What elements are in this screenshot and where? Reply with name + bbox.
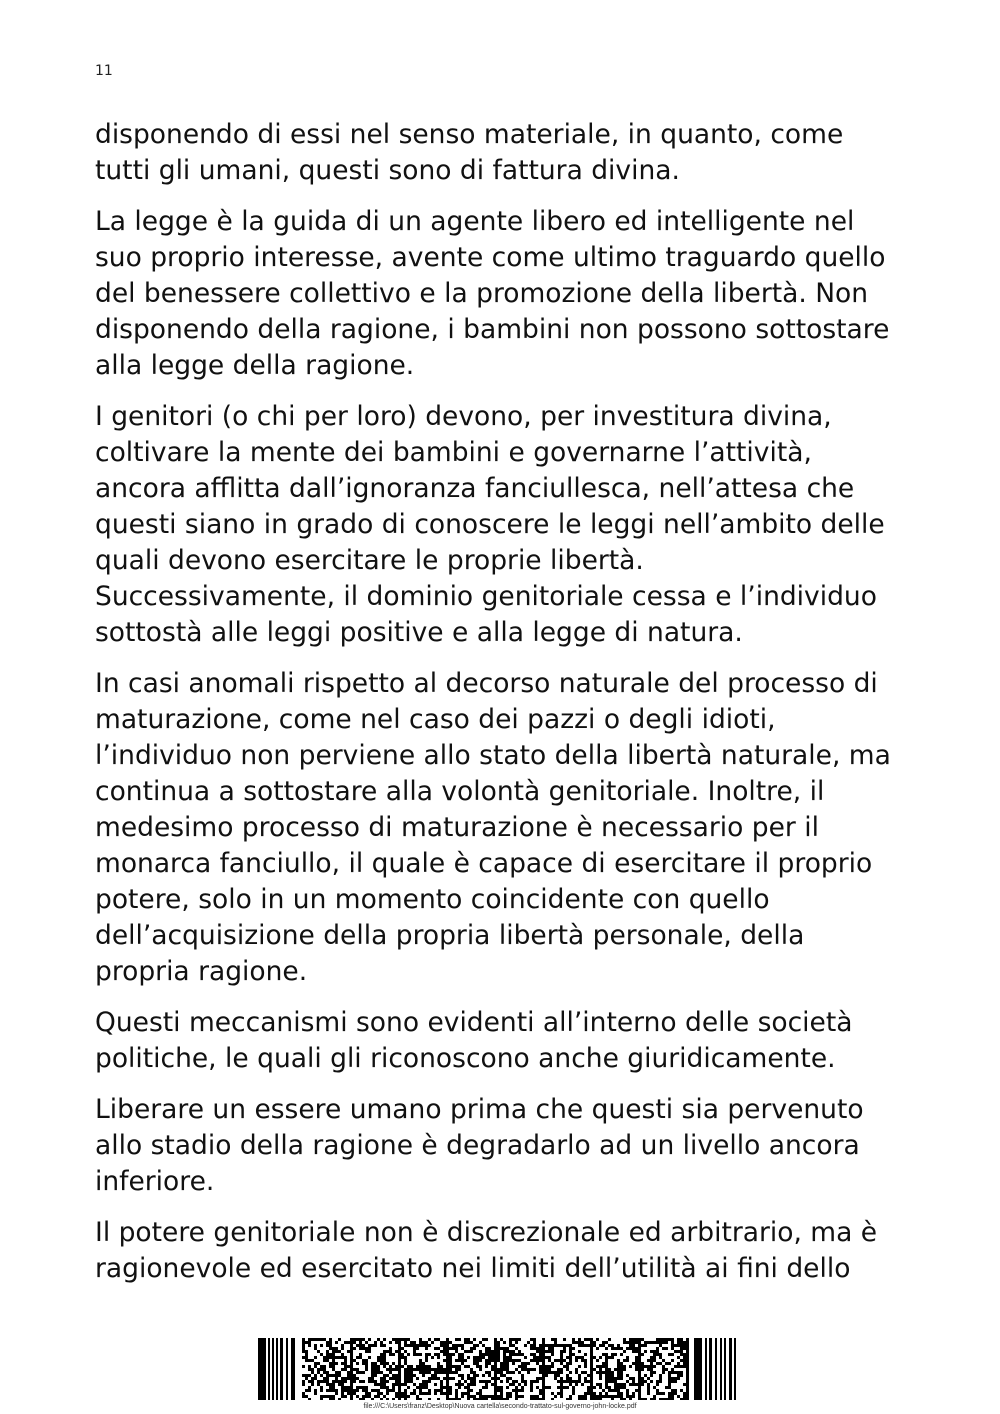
text-line: maturazione, come nel caso dei pazzi o degli idioti, [95,704,776,735]
paragraph-6 [95,1092,925,1200]
text-line: tutti gli umani, questi sono di fattura divina. [95,155,680,186]
text-line: dell’acquisizione della propria libertà personale, della [95,920,805,951]
text-line: suo proprio interesse, avente come ultimo traguardo quello [95,242,886,273]
text-line: La legge è la guida di un agente libero ed intelligente nel [95,206,855,237]
text-line: alla legge della ragione. [95,350,415,381]
paragraph-3 [95,399,925,651]
text-line: del benessere collettivo e la promozione della libertà. Non [95,278,869,309]
text-line: Liberare un essere umano prima che questi sia pervenuto [95,1094,864,1125]
paragraph-1 [95,117,925,189]
text-line: inferiore. [95,1166,215,1197]
text-line: allo stadio della ragione è degradarlo ad un livello ancora [95,1130,860,1161]
paragraph-4 [95,666,925,990]
text-line: ragionevole ed esercitato nei limiti dell’utilità ai fini dello [95,1253,851,1284]
paragraph-2 [95,204,925,384]
text-line: politiche, le quali gli riconoscono anche giuridicamente. [95,1043,836,1074]
page-number: 11 [95,63,113,79]
text-line: coltivare la mente dei bambini e governarne l’attività, [95,437,812,468]
text-line: I genitori (o chi per loro) devono, per investitura divina, [95,401,832,432]
text-line: continua a sottostare alla volontà genitoriale. Inoltre, il [95,776,825,807]
text-line: l’individuo non perviene allo stato della libertà naturale, ma [95,740,891,771]
text-line: propria ragione. [95,956,308,987]
text-line: sottostà alle leggi positive e alla legge di natura. [95,617,743,648]
paragraph-7 [95,1215,925,1287]
barcode-graphic [258,1338,736,1400]
file-path-footer: file:///C:\Users\franz\Desktop\Nuova cartella\secondo-trattato-sul-governo-john-locke.pdf [363,1403,637,1410]
text-line: Questi meccanismi sono evidenti all’interno delle società [95,1007,853,1038]
text-line: In casi anomali rispetto al decorso naturale del processo di [95,668,878,699]
text-line: disponendo di essi nel senso materiale, in quanto, come [95,119,844,150]
text-line: potere, solo in un momento coincidente con quello [95,884,770,915]
text-line: monarca fanciullo, il quale è capace di esercitare il proprio [95,848,873,879]
text-line: Il potere genitoriale non è discrezionale ed arbitrario, ma è [95,1217,878,1248]
text-line: Successivamente, il dominio genitoriale cessa e l’individuo [95,581,877,612]
paragraph-5 [95,1005,925,1077]
text-line: ancora afflitta dall’ignoranza fanciullesca, nell’attesa che [95,473,855,504]
text-line: medesimo processo di maturazione è necessario per il [95,812,819,843]
document-body [95,117,925,1302]
barcode-image [258,1338,736,1400]
text-line: quali devono esercitare le proprie libertà. [95,545,644,576]
text-line: questi siano in grado di conoscere le leggi nell’ambito delle [95,509,885,540]
text-line: disponendo della ragione, i bambini non possono sottostare [95,314,890,345]
